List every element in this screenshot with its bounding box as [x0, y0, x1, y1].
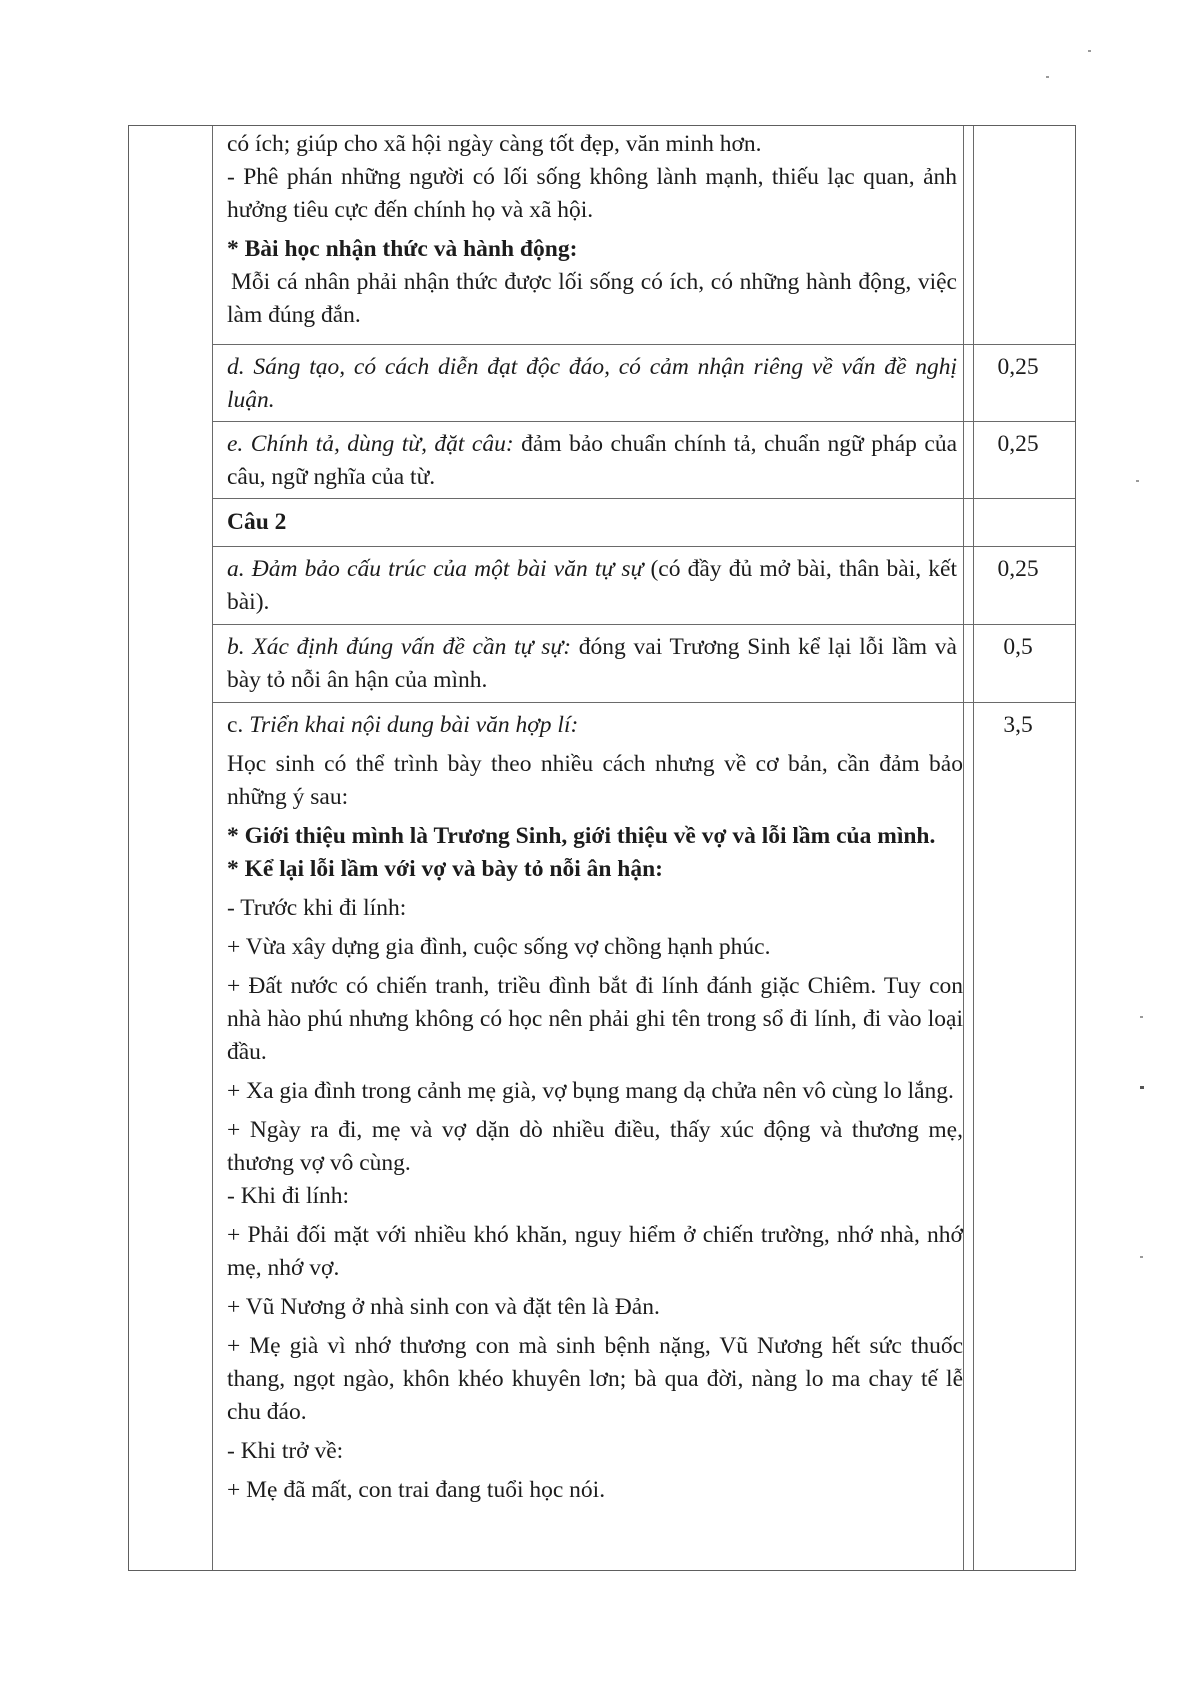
question-2-c-line: - Khi đi lính:: [227, 1183, 350, 1209]
grading-table: [128, 125, 1076, 1571]
question-2-c-line: + Vũ Nương ở nhà sinh con và đặt tên là Đản.: [227, 1294, 660, 1320]
question-2-c-line: + Mẹ đã mất, con trai đang tuổi học nói.: [227, 1477, 606, 1503]
lesson-heading: * Bài học nhận thức và hành động:: [227, 236, 578, 262]
question-2-c-line: + Mẹ già vì nhớ thương con mà sinh bệnh nặng, Vũ Nương hết sức thuốc thang, ngọt ngào, khôn khéo khuyên lơn; bà qua đời, nàng lo ma chay tế lễ chu đáo.: [227, 1333, 963, 1425]
question-2-c-line: - Trước khi đi lính:: [227, 895, 407, 921]
question-2-c-score: 3,5: [1003, 712, 1033, 738]
scan-speck: [1046, 76, 1049, 78]
criterion-d-text: d. Sáng tạo, có cách diễn đạt độc đáo, có cảm nhận riêng về vấn đề nghị luận.: [227, 354, 957, 413]
question-2-c-line: + Ngày ra đi, mẹ và vợ dặn dò nhiều điều, thấy xúc động và thương mẹ, thương vợ vô cùng.: [227, 1117, 963, 1176]
row-divider: [212, 624, 1075, 625]
row-divider: [212, 702, 1075, 703]
question-2-c-line: + Phải đối mặt với nhiều khó khăn, nguy hiểm ở chiến trường, nhớ nhà, nhớ mẹ, nhớ vợ.: [227, 1222, 963, 1281]
scan-speck: [1140, 1256, 1143, 1258]
scan-speck: [1140, 1016, 1143, 1018]
continuation-cell: [227, 128, 957, 332]
question-2-c-line: + Đất nước có chiến tranh, triều đình bắt đi lính đánh giặc Chiêm. Tuy con nhà hào phú nhưng không có học nên phải ghi tên trong sổ đi lính, đi vào loại đầu.: [227, 973, 963, 1065]
question-2-c-line: + Vừa xây dựng gia đình, cuộc sống vợ chồng hạnh phúc.: [227, 934, 771, 960]
scan-speck: [1088, 50, 1091, 52]
scan-speck: [1136, 480, 1139, 482]
question-2-c-heading-2: * Kể lại lỗi lầm với vợ và bày tỏ nỗi ân hận:: [227, 856, 664, 882]
row-divider: [212, 421, 1075, 422]
criterion-d-score: 0,25: [997, 354, 1039, 380]
question-2-a-score: 0,25: [997, 556, 1039, 582]
scan-speck: [1140, 1086, 1144, 1089]
continuation-line: có ích; giúp cho xã hội ngày càng tốt đẹp, văn minh hơn.: [227, 131, 762, 157]
column-divider: [212, 126, 213, 1570]
row-divider: [212, 498, 1075, 499]
criterion-e-score: 0,25: [997, 431, 1039, 457]
column-divider: [973, 126, 974, 1570]
row-divider: [212, 546, 1075, 547]
question-2-title: Câu 2: [227, 509, 287, 535]
continuation-line: - Phê phán những người có lối sống không lành mạnh, thiếu lạc quan, ảnh hưởng tiêu cực đến chính họ và xã hội.: [227, 164, 957, 223]
column-divider: [963, 126, 964, 1570]
question-2-c-text: c. Triển khai nội dung bài văn hợp lí: Học sinh có thể trình bày theo nhiều cách nhưng về cơ bản, cần đảm bảo những ý sau: * Giới thiệu mình là Trương Sinh, giới thiệu về vợ và lỗi lầm của mình. * Kể lại lỗi lầm với vợ và bày tỏ nỗi ân hận: - Trước khi đi lính: + Vừa xây dựng gia đình, cuộc sống vợ chồng hạnh phúc. + Đất nước có chiến tranh, triều đình bắt đi lính đánh giặc Chiêm. Tuy con nhà hào phú nhưng không có học nên phải ghi tên trong sổ đi lính, đi vào loại đầu. + Xa gia đình trong cảnh mẹ già, vợ bụng mang dạ chửa nên vô cùng lo lắng. + Ngày ra đi, mẹ và vợ dặn dò nhiều điều, thấy xúc động và thương mẹ, thương vợ vô cùng. - Khi đi lính: + Phải đối mặt với nhiều khó khăn, nguy hiểm ở chiến trường, nhớ nhà, nhớ mẹ, nhớ vợ. + Vũ Nương ở nhà sinh con và đặt tên là Đản. + Mẹ già vì nhớ thương con mà sinh bệnh nặng, Vũ Nương hết sức thuốc thang, ngọt ngào, khôn khéo khuyên lơn; bà qua đời, nàng lo ma chay tế lễ chu đáo. - Khi trở về: + Mẹ đã mất, con trai đang tuổi học nói.: [227, 709, 963, 1507]
row-divider: [212, 344, 1075, 345]
question-2-c-heading-1: * Giới thiệu mình là Trương Sinh, giới thiệu về vợ và lỗi lầm của mình.: [227, 823, 936, 849]
criterion-e-text: e. Chính tả, dùng từ, đặt câu: đảm bảo chuẩn chính tả, chuẩn ngữ pháp của câu, ngữ nghĩa của từ.: [227, 431, 958, 490]
question-2-b-score: 0,5: [1003, 634, 1033, 660]
question-2-c-intro: Học sinh có thể trình bày theo nhiều cách nhưng về cơ bản, cần đảm bảo những ý sau:: [227, 751, 963, 810]
question-2-b-text: b. Xác định đúng vấn đề cần tự sự: đóng vai Trương Sinh kể lại lỗi lầm và bày tỏ nỗi ân hận của mình.: [227, 634, 957, 693]
question-2-c-line: - Khi trở về:: [227, 1438, 344, 1464]
lesson-text: Mỗi cá nhân phải nhận thức được lối sống có ích, có những hành động, việc làm đúng đắn.: [227, 269, 957, 328]
question-2-a-text: a. Đảm bảo cấu trúc của một bài văn tự sự (có đầy đủ mở bài, thân bài, kết bài).: [227, 556, 957, 615]
question-2-c-line: + Xa gia đình trong cảnh mẹ già, vợ bụng mang dạ chửa nên vô cùng lo lắng.: [227, 1078, 954, 1104]
